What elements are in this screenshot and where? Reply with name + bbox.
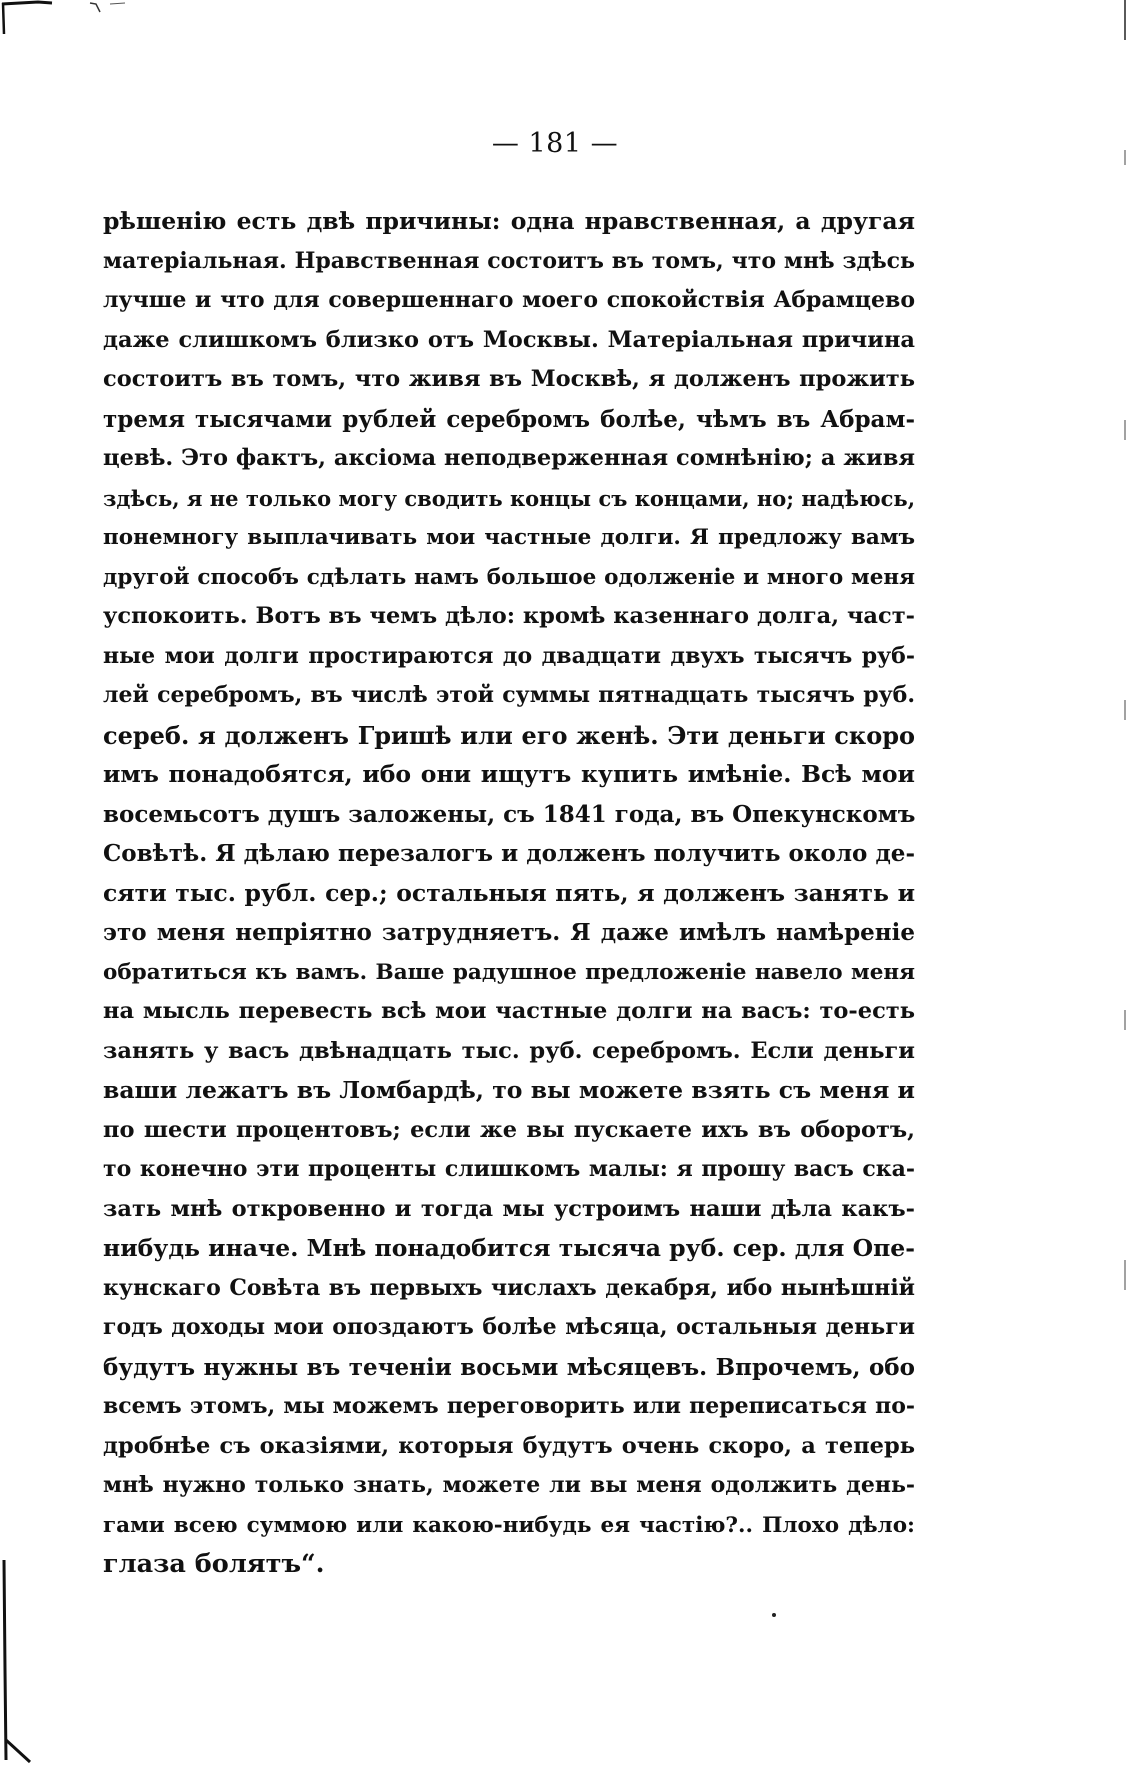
text-line: гами всею суммою или какою-нибудь ея частію?.. Плохо дѣло: (103, 1512, 915, 1538)
scan-edge-mark-right (1100, 0, 1140, 1767)
text-line: на мысль перевесть всѣ мои частные долги на васъ: то-есть (103, 998, 915, 1024)
text-line: Совѣтѣ. Я дѣлаю перезалогъ и долженъ получить около де- (103, 840, 915, 867)
text-line: тремя тысячами рублей серебромъ болѣе, чѣмъ въ Абрам- (103, 405, 915, 433)
text-line: понемногу выплачивать мои частные долги. Я предложу вамъ (103, 525, 915, 550)
text-line: восемьсотъ душъ заложены, съ 1841 года, въ Опекунскомъ (103, 800, 915, 828)
text-line: имъ понадобятся, ибо они ищутъ купить имѣніе. Всѣ мои (103, 760, 915, 788)
scan-edge-mark-bottom-left (0, 1500, 40, 1767)
scan-edge-mark-top (0, 0, 140, 36)
text-line: сяти тыс. рубл. сер.; остальныя пять, я долженъ занять и (103, 878, 915, 907)
text-line: занять у васъ двѣнадцать тыс. руб. серебромъ. Если деньги (103, 1037, 915, 1064)
page-number: — 181 — (491, 128, 619, 159)
text-line: состоитъ въ томъ, что живя въ Москвѣ, я долженъ прожить (103, 366, 915, 392)
text-line: ваши лежатъ въ Ломбардѣ, то вы можете взять съ меня и (103, 1076, 915, 1104)
text-line: по шести процентовъ; если же вы пускаете ихъ въ оборотъ, (103, 1116, 915, 1143)
ink-dot (772, 1613, 776, 1617)
text-line: годъ доходы мои опоздаютъ болѣе мѣсяца, остальныя деньги (103, 1314, 915, 1340)
text-line: будутъ нужны въ теченіи восьми мѣсяцевъ. Впрочемъ, обо (103, 1353, 915, 1381)
text-line: рѣшенію есть двѣ причины: одна нравственная, а другая (103, 207, 915, 235)
text-line: лучше и что для совершеннаго моего спокойствія Абрамцево (103, 287, 915, 313)
text-line-last: глаза болятъ“. (103, 1549, 325, 1579)
text-line: успокоить. Вотъ въ чемъ дѣло: кромѣ казеннаго долга, част- (103, 603, 915, 629)
text-line: обратиться къ вамъ. Ваше радушное предложеніе навело меня (103, 959, 915, 985)
body-text (103, 202, 915, 1585)
text-line: всемъ этомъ, мы можемъ переговорить или переписаться по- (103, 1393, 915, 1419)
text-line: зать мнѣ откровенно и тогда мы устроимъ наши дѣла какъ- (103, 1195, 915, 1222)
text-line: даже слишкомъ близко отъ Москвы. Матеріальная причина (103, 326, 915, 353)
text-line: сереб. я долженъ Гришѣ или его женѣ. Эти деньги скоро (103, 720, 915, 750)
text-line: ные мои долги простираются до двадцати двухъ тысячъ руб- (103, 642, 915, 669)
text-line: то конечно эти проценты слишкомъ малы: я прошу васъ ска- (103, 1156, 915, 1182)
text-line: дробнѣе съ оказіями, которыя будутъ очень скоро, а теперь (103, 1432, 915, 1459)
text-line: другой способъ сдѣлать намъ большое одолженіе и много меня (103, 564, 915, 590)
text-line: лей серебромъ, въ числѣ этой суммы пятнадцать тысячъ руб. (103, 682, 915, 708)
text-line: нибудь иначе. Мнѣ понадобится тысяча руб. сер. для Опе- (103, 1234, 915, 1262)
text-line: матеріальная. Нравственная состоитъ въ томъ, что мнѣ здѣсь (103, 247, 915, 274)
text-line: здѣсь, я не только могу сводить концы съ концами, но; надѣюсь, (103, 485, 915, 511)
text-line: мнѣ нужно только знать, можете ли вы меня одолжить день- (103, 1472, 915, 1498)
text-line: цевѣ. Это фактъ, аксіома неподверженная сомнѣнію; а живя (103, 445, 915, 471)
text-line: это меня непріятно затрудняетъ. Я даже имѣлъ намѣреніе (103, 919, 915, 946)
text-line: кунскаго Совѣта въ первыхъ числахъ декабря, ибо нынѣшній (103, 1274, 915, 1301)
